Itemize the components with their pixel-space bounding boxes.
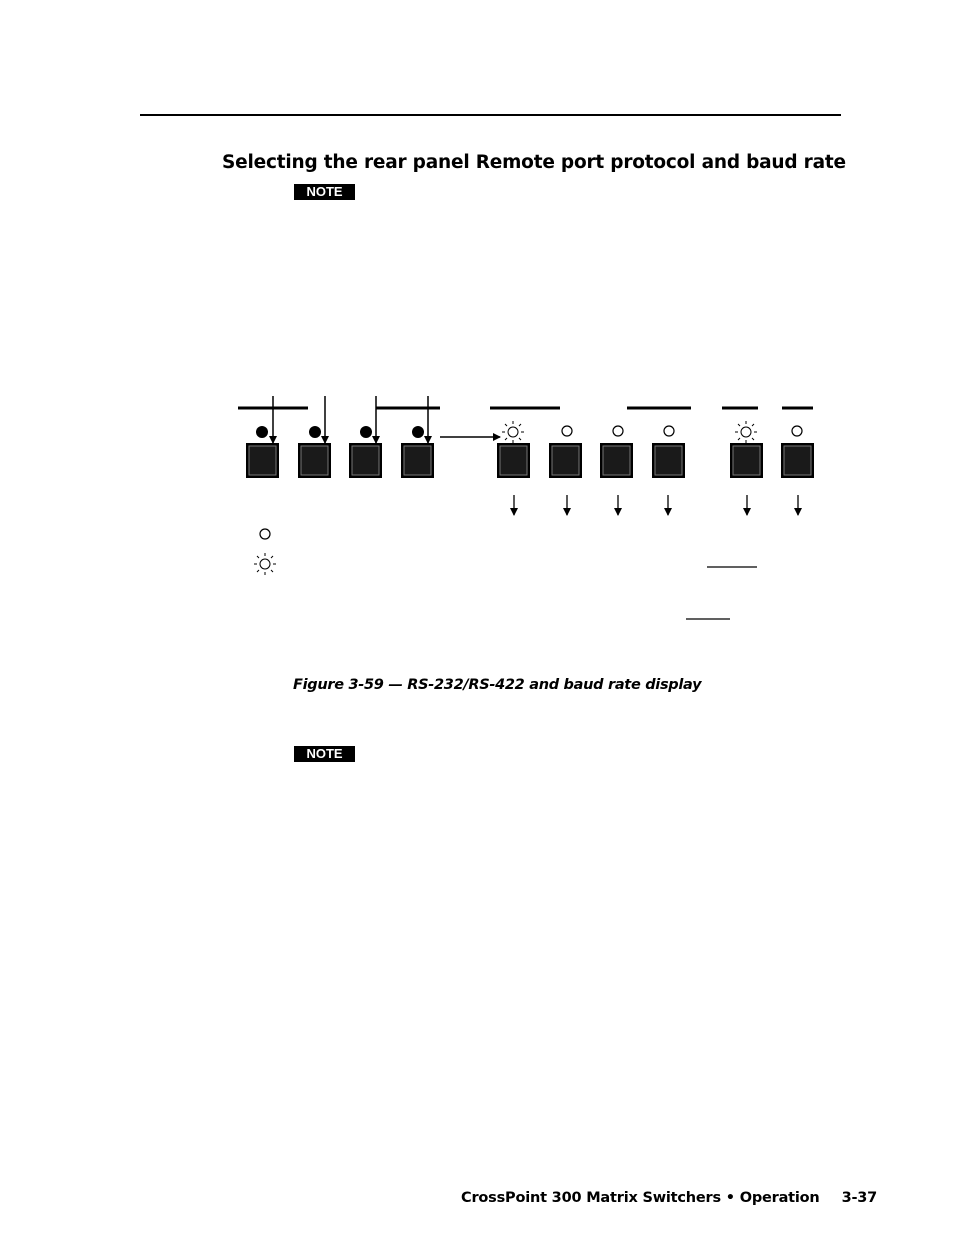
note-badge: NOTE — [294, 746, 355, 762]
indicator-arrows — [514, 495, 798, 515]
panel-buttons — [246, 443, 814, 478]
legend-led-off-icon — [260, 529, 270, 539]
figure-caption: Figure 3-59 — RS-232/RS-422 and baud rate display — [293, 677, 702, 693]
led-blinking-group — [502, 421, 757, 443]
page-footer — [461, 1190, 877, 1206]
led-off-group — [562, 426, 802, 436]
legend-led-blinking-icon — [254, 553, 276, 575]
press-arrows — [273, 396, 428, 443]
led-on-group — [256, 426, 424, 438]
page-number: 3-37 — [841, 1190, 878, 1206]
note-badge: NOTE — [294, 184, 355, 200]
footer-product: CrossPoint 300 Matrix Switchers • Operation — [461, 1190, 820, 1206]
section-title: Selecting the rear panel Remote port protocol and baud rate — [222, 152, 846, 173]
underline-marks — [686, 567, 757, 619]
